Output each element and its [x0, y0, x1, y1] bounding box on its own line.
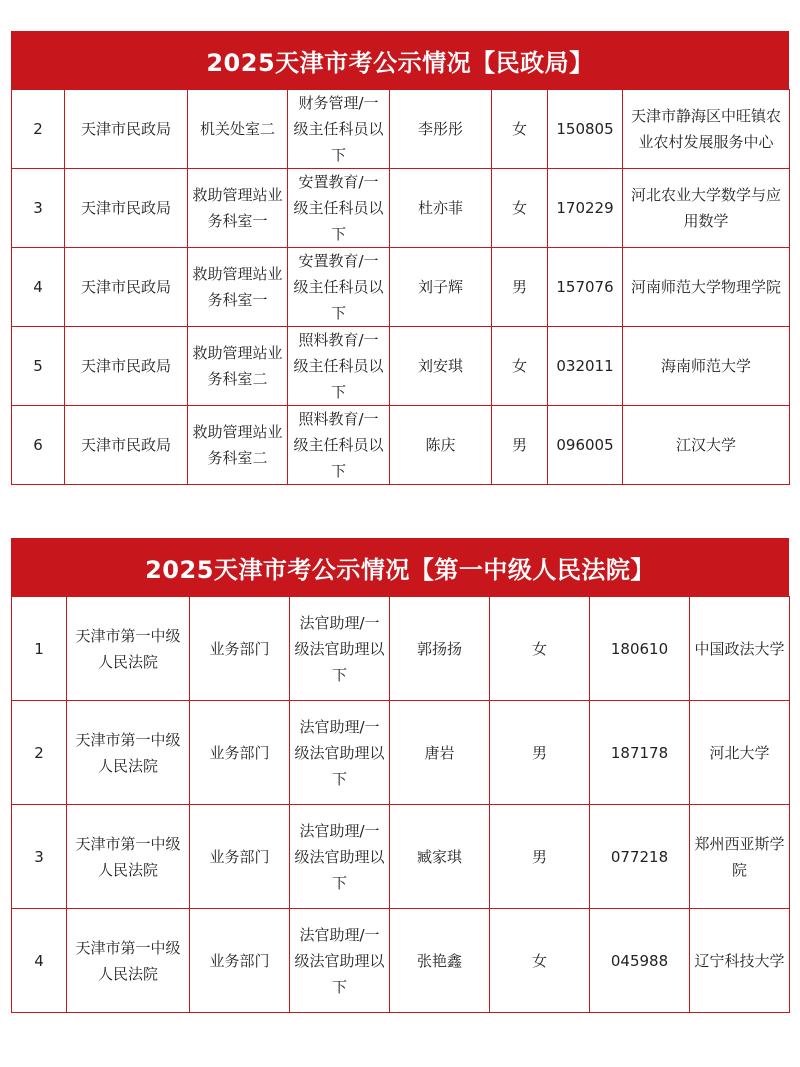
department: 救助管理站业务科室一	[188, 169, 288, 248]
results-table	[11, 89, 790, 485]
table-row	[12, 248, 790, 327]
employer: 天津市民政局	[65, 90, 188, 169]
employer: 天津市第一中级人民法院	[67, 805, 190, 909]
section-civil-affairs	[11, 31, 789, 485]
school-or-employer: 郑州西亚斯学院	[690, 805, 790, 909]
school-or-employer: 辽宁科技大学	[690, 909, 790, 1013]
gender: 男	[490, 805, 590, 909]
exam-number: 045988	[590, 909, 690, 1013]
candidate-name: 刘安琪	[390, 327, 492, 406]
employer: 天津市第一中级人民法院	[67, 701, 190, 805]
school-or-employer: 河北大学	[690, 701, 790, 805]
employer: 天津市第一中级人民法院	[67, 909, 190, 1013]
gender: 女	[490, 909, 590, 1013]
school-or-employer: 海南师范大学	[623, 327, 790, 406]
position: 照料教育/一级主任科员以下	[288, 406, 390, 485]
section-title: 2025天津市考公示情况【第一中级人民法院】	[11, 538, 789, 596]
candidate-name: 唐岩	[390, 701, 490, 805]
employer: 天津市民政局	[65, 169, 188, 248]
serial-number: 3	[12, 805, 67, 909]
department: 业务部门	[190, 701, 290, 805]
serial-number: 3	[12, 169, 65, 248]
exam-number: 187178	[590, 701, 690, 805]
employer: 天津市民政局	[65, 327, 188, 406]
table-row	[12, 327, 790, 406]
table-row	[12, 909, 790, 1013]
position: 财务管理/一级主任科员以下	[288, 90, 390, 169]
serial-number: 4	[12, 909, 67, 1013]
table-row	[12, 169, 790, 248]
candidate-name: 臧家琪	[390, 805, 490, 909]
department: 救助管理站业务科室一	[188, 248, 288, 327]
gender: 男	[492, 248, 548, 327]
gender: 女	[492, 90, 548, 169]
school-or-employer: 天津市静海区中旺镇农业农村发展服务中心	[623, 90, 790, 169]
department: 救助管理站业务科室二	[188, 327, 288, 406]
serial-number: 4	[12, 248, 65, 327]
candidate-name: 杜亦菲	[390, 169, 492, 248]
employer: 天津市民政局	[65, 406, 188, 485]
department: 业务部门	[190, 909, 290, 1013]
position: 安置教育/一级主任科员以下	[288, 169, 390, 248]
section-intermediate-court	[11, 538, 789, 1013]
department: 机关处室二	[188, 90, 288, 169]
department: 业务部门	[190, 597, 290, 701]
school-or-employer: 江汉大学	[623, 406, 790, 485]
position: 法官助理/一级法官助理以下	[290, 909, 390, 1013]
employer: 天津市第一中级人民法院	[67, 597, 190, 701]
position: 照料教育/一级主任科员以下	[288, 327, 390, 406]
school-or-employer: 河南师范大学物理学院	[623, 248, 790, 327]
department: 业务部门	[190, 805, 290, 909]
position: 法官助理/一级法官助理以下	[290, 805, 390, 909]
gender: 女	[492, 327, 548, 406]
table-row	[12, 701, 790, 805]
table-row	[12, 805, 790, 909]
gender: 男	[490, 701, 590, 805]
exam-number: 150805	[548, 90, 623, 169]
table-row	[12, 406, 790, 485]
candidate-name: 刘子辉	[390, 248, 492, 327]
section-title: 2025天津市考公示情况【民政局】	[11, 31, 789, 89]
serial-number: 1	[12, 597, 67, 701]
school-or-employer: 河北农业大学数学与应用数学	[623, 169, 790, 248]
exam-number: 032011	[548, 327, 623, 406]
table-row	[12, 90, 790, 169]
results-table	[11, 596, 790, 1013]
candidate-name: 陈庆	[390, 406, 492, 485]
exam-number: 077218	[590, 805, 690, 909]
position: 安置教育/一级主任科员以下	[288, 248, 390, 327]
gender: 女	[492, 169, 548, 248]
serial-number: 2	[12, 701, 67, 805]
gender: 女	[490, 597, 590, 701]
position: 法官助理/一级法官助理以下	[290, 701, 390, 805]
school-or-employer: 中国政法大学	[690, 597, 790, 701]
position: 法官助理/一级法官助理以下	[290, 597, 390, 701]
exam-number: 180610	[590, 597, 690, 701]
candidate-name: 李彤彤	[390, 90, 492, 169]
gender: 男	[492, 406, 548, 485]
employer: 天津市民政局	[65, 248, 188, 327]
serial-number: 6	[12, 406, 65, 485]
candidate-name: 张艳鑫	[390, 909, 490, 1013]
exam-number: 170229	[548, 169, 623, 248]
serial-number: 2	[12, 90, 65, 169]
table-row	[12, 597, 790, 701]
serial-number: 5	[12, 327, 65, 406]
exam-number: 157076	[548, 248, 623, 327]
candidate-name: 郭扬扬	[390, 597, 490, 701]
department: 救助管理站业务科室二	[188, 406, 288, 485]
exam-number: 096005	[548, 406, 623, 485]
